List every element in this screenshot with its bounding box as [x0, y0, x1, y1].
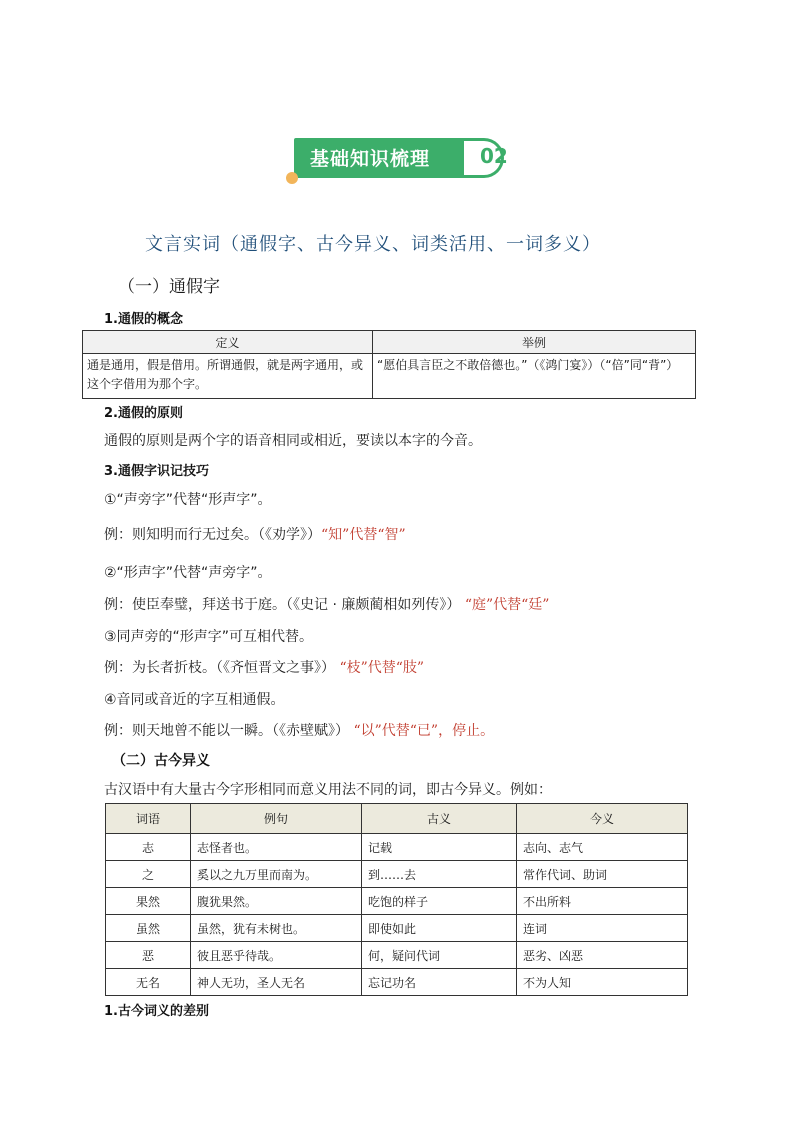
- section-banner: [286, 138, 526, 186]
- concept-title: 1.通假的概念: [104, 312, 183, 327]
- tip-example-text: 例：为长者折枝。（《齐恒晋文之事》）: [104, 660, 335, 676]
- table-cell: 不为人知: [517, 969, 688, 996]
- table-row: [106, 888, 688, 915]
- table-cell: 连词: [517, 915, 688, 942]
- table-cell: 之: [106, 861, 191, 888]
- table-header: 例句: [191, 804, 362, 834]
- tip-rule: ④音同或音近的字互相通假。: [104, 692, 285, 708]
- tip-example: [104, 594, 549, 614]
- banner-dot-icon: [286, 172, 298, 184]
- section2-title: （二）古今异义: [112, 753, 210, 769]
- table-cell: 虽然: [106, 915, 191, 942]
- principle-title: 2.通假的原则: [104, 406, 183, 421]
- tip-rule: ②“形声字”代替“声旁字”。: [104, 565, 272, 581]
- table-cell: 即使如此: [362, 915, 517, 942]
- table-header: 古义: [362, 804, 517, 834]
- table-header: 定义: [83, 331, 373, 354]
- table-cell: 记载: [362, 834, 517, 861]
- table-cell: 志怪者也。: [191, 834, 362, 861]
- table-cell: 虽然，犹有未树也。: [191, 915, 362, 942]
- definition-cell: 通是通用，假是借用。所谓通假，就是两字通用，或这个字借用为那个字。: [83, 354, 373, 399]
- section2-intro: 古汉语中有大量古今字形相同而意义用法不同的词，即古今异义。例如：: [104, 782, 552, 798]
- table-row: [106, 969, 688, 996]
- diff-title: 1.古今词义的差别: [104, 1004, 209, 1019]
- tip-example: [104, 657, 424, 677]
- ancient-modern-table: [105, 803, 688, 996]
- table-cell: 志向、志气: [517, 834, 688, 861]
- tip-example: [104, 720, 494, 740]
- tip-rule: ①“声旁字”代替“形声字”。: [104, 492, 272, 508]
- table-cell: 恶劣、凶恶: [517, 942, 688, 969]
- example-cell: “愿伯具言臣之不敢倍德也。”（《鸿门宴》）（“倍”同“背”）: [373, 354, 696, 399]
- principle-text: 通假的原则是两个字的语音相同或相近，要读以本字的今音。: [104, 433, 482, 449]
- table-cell: 神人无功，圣人无名: [191, 969, 362, 996]
- table-cell: 吃饱的样子: [362, 888, 517, 915]
- section1-title: （一）通假字: [118, 277, 220, 297]
- table-cell: 腹犹果然。: [191, 888, 362, 915]
- tip-example-text: 例：则天地曾不能以一瞬。（《赤壁赋》）: [104, 723, 349, 739]
- main-heading: 文言实词（通假字、古今异义、词类活用、一词多义）: [145, 234, 601, 255]
- tips-title: 3.通假字识记技巧: [104, 464, 209, 479]
- table-header: 今义: [517, 804, 688, 834]
- tip-rule: ③同声旁的“形声字”可互相代替。: [104, 629, 314, 645]
- table-header: 词语: [106, 804, 191, 834]
- table-cell: 奚以之九万里而南为。: [191, 861, 362, 888]
- tip-example-text: 例：使臣奉璧，拜送书于庭。（《史记 · 廉颇蔺相如列传》）: [104, 597, 461, 613]
- table-cell: 忘记功名: [362, 969, 517, 996]
- table-cell: 常作代词、助词: [517, 861, 688, 888]
- tip-example: [104, 524, 406, 544]
- table-cell: 彼且恶乎待哉。: [191, 942, 362, 969]
- tip-note: “以”代替“已”，停止。: [353, 723, 495, 739]
- banner-title: 基础知识梳理: [310, 148, 431, 170]
- table-row: [106, 942, 688, 969]
- table-cell: 何，疑问代词: [362, 942, 517, 969]
- tip-example-text: 例：则知明而行无过矣。（《劝学》）: [104, 527, 321, 543]
- table-cell: 不出所料: [517, 888, 688, 915]
- tip-note: “枝”代替“肢”: [339, 660, 425, 676]
- table-cell: 果然: [106, 888, 191, 915]
- table-row: [106, 834, 688, 861]
- banner-number: 02: [480, 144, 508, 168]
- tip-note: “知”代替“智”: [321, 527, 406, 543]
- table-header: 举例: [373, 331, 696, 354]
- table-cell: 恶: [106, 942, 191, 969]
- table-cell: 志: [106, 834, 191, 861]
- table-row: [106, 915, 688, 942]
- table-cell: 到……去: [362, 861, 517, 888]
- table-cell: 无名: [106, 969, 191, 996]
- table-row: [106, 861, 688, 888]
- concept-table: [82, 330, 696, 399]
- tip-note: “庭”代替“廷”: [464, 597, 550, 613]
